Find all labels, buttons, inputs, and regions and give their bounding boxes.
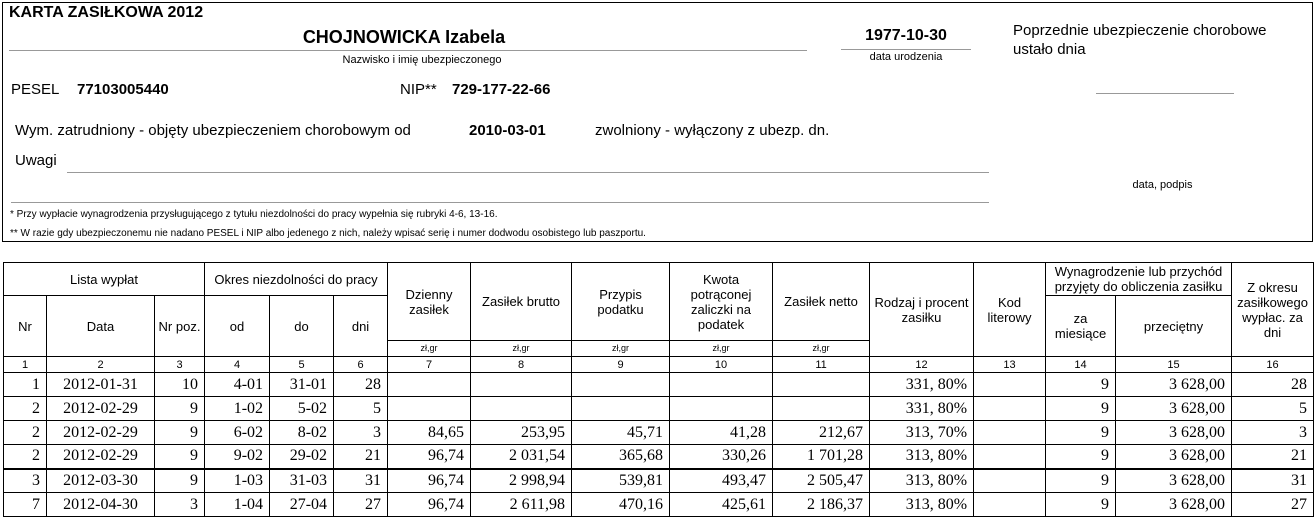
header-nr: Nr <box>4 296 47 357</box>
column-number: 12 <box>870 357 974 373</box>
cell-brutto: 2 031,54 <box>471 445 572 469</box>
employment-label: Wym. zatrudniony - objęty ubezpieczeniem chorobowym od <box>15 122 411 139</box>
cell-przypis: 539,81 <box>572 469 670 493</box>
header-nr-poz: Nr poz. <box>155 296 205 357</box>
header-z-okresu: Z okresu zasiłkowego wypłac. za dni <box>1232 263 1314 357</box>
cell-dni: 28 <box>334 373 388 397</box>
column-number: 1 <box>4 357 47 373</box>
cell-rodzaj: 313, 80% <box>870 445 974 469</box>
remarks-line <box>67 172 989 173</box>
table-row <box>4 445 1314 469</box>
cell-za-miesiace: 9 <box>1046 373 1116 397</box>
cell-rodzaj: 313, 70% <box>870 421 974 445</box>
cell-przecietny: 3 628,00 <box>1116 373 1232 397</box>
header-za-miesiace: za miesiące <box>1046 296 1116 357</box>
cell-przecietny: 3 628,00 <box>1116 469 1232 493</box>
footnote: * Przy wypłacie wynagrodzenia przysługującego z tytułu niezdolności do pracy wypełnia się rubryki 4-6, 13-16. <box>10 209 498 220</box>
cell-data: 2012-04-30 <box>47 493 155 517</box>
birth-date-caption: data urodzenia <box>869 51 943 63</box>
cell-nr-poz: 9 <box>155 445 205 469</box>
cell-za-miesiace: 9 <box>1046 397 1116 421</box>
signature-caption: data, podpis <box>1132 179 1193 191</box>
name-underline <box>9 50 807 51</box>
table-row <box>4 421 1314 445</box>
header-dzienny-zasilek: Dzienny zasiłek <box>388 263 471 341</box>
cell-dzienny: 96,74 <box>388 469 471 493</box>
table-row <box>4 397 1314 421</box>
cell-kod <box>974 445 1046 469</box>
unit-label: zł,gr <box>670 341 773 357</box>
cell-do: 5-02 <box>270 397 334 421</box>
cell-dni: 5 <box>334 397 388 421</box>
remarks-line <box>11 202 989 203</box>
nip-value: 729-177-22-66 <box>452 81 551 98</box>
table-row <box>4 373 1314 397</box>
insured-person-name: CHOJNOWICKA Izabela <box>302 27 506 47</box>
cell-zaliczka <box>670 373 773 397</box>
cell-od: 4-01 <box>205 373 270 397</box>
column-number: 9 <box>572 357 670 373</box>
cell-netto: 2 186,37 <box>773 493 870 517</box>
header-kwota-zaliczki: Kwota potrąconej zaliczki na podatek <box>670 263 773 341</box>
cell-dzienny <box>388 373 471 397</box>
unit-label: zł,gr <box>773 341 870 357</box>
header-przecietny: przeciętny <box>1116 296 1232 357</box>
previous-insurance-label: Poprzednie ubezpieczenie chorobowe ustało dnia <box>1013 22 1267 58</box>
cell-przypis: 45,71 <box>572 421 670 445</box>
cell-z-okresu: 21 <box>1232 445 1314 469</box>
cell-dzienny: 84,65 <box>388 421 471 445</box>
cell-kod <box>974 397 1046 421</box>
cell-z-okresu: 5 <box>1232 397 1314 421</box>
remarks-label: Uwagi <box>15 152 57 169</box>
cell-zaliczka: 41,28 <box>670 421 773 445</box>
cell-przypis: 365,68 <box>572 445 670 469</box>
cell-dzienny: 96,74 <box>388 445 471 469</box>
birth-date-underline <box>841 49 971 50</box>
nip-label: NIP** <box>400 81 437 98</box>
cell-nr: 2 <box>4 445 47 469</box>
column-number: 3 <box>155 357 205 373</box>
column-number: 7 <box>388 357 471 373</box>
cell-dni: 31 <box>334 469 388 493</box>
cell-dzienny: 96,74 <box>388 493 471 517</box>
cell-od: 1-04 <box>205 493 270 517</box>
unit-label: zł,gr <box>388 341 471 357</box>
cell-dni: 3 <box>334 421 388 445</box>
column-number: 6 <box>334 357 388 373</box>
cell-kod <box>974 421 1046 445</box>
cell-za-miesiace: 9 <box>1046 469 1116 493</box>
cell-netto: 212,67 <box>773 421 870 445</box>
employment-start-date: 2010-03-01 <box>469 122 546 139</box>
cell-od: 9-02 <box>205 445 270 469</box>
column-number: 14 <box>1046 357 1116 373</box>
cell-rodzaj: 313, 80% <box>870 493 974 517</box>
column-number: 2 <box>47 357 155 373</box>
cell-od: 1-02 <box>205 397 270 421</box>
cell-dni: 27 <box>334 493 388 517</box>
cell-do: 8-02 <box>270 421 334 445</box>
cell-z-okresu: 3 <box>1232 421 1314 445</box>
cell-zaliczka <box>670 397 773 421</box>
header-zasilek-brutto: Zasiłek brutto <box>471 263 572 341</box>
header-data: Data <box>47 296 155 357</box>
cell-kod <box>974 469 1046 493</box>
cell-nr: 2 <box>4 397 47 421</box>
cell-netto <box>773 373 870 397</box>
cell-za-miesiace: 9 <box>1046 493 1116 517</box>
cell-do: 29-02 <box>270 445 334 469</box>
cell-rodzaj: 331, 80% <box>870 397 974 421</box>
header-lista-wyplat: Lista wypłat <box>4 263 205 296</box>
card-title: KARTA ZASIŁKOWA 2012 <box>9 4 204 21</box>
column-number: 15 <box>1116 357 1232 373</box>
cell-brutto: 253,95 <box>471 421 572 445</box>
cell-z-okresu: 28 <box>1232 373 1314 397</box>
cell-nr-poz: 3 <box>155 493 205 517</box>
header-kod-literowy: Kod literowy <box>974 263 1046 357</box>
cell-netto: 2 505,47 <box>773 469 870 493</box>
cell-brutto <box>471 373 572 397</box>
header-zasilek-netto: Zasiłek netto <box>773 263 870 341</box>
column-number: 13 <box>974 357 1046 373</box>
header-od: od <box>205 296 270 357</box>
cell-z-okresu: 31 <box>1232 469 1314 493</box>
table-row <box>4 493 1314 517</box>
benefit-card-header <box>2 2 1313 242</box>
cell-netto <box>773 397 870 421</box>
pesel-label: PESEL <box>11 81 60 98</box>
cell-nr: 3 <box>4 469 47 493</box>
unit-label: zł,gr <box>471 341 572 357</box>
pesel-value: 77103005440 <box>77 81 169 98</box>
unit-label: zł,gr <box>572 341 670 357</box>
cell-przecietny: 3 628,00 <box>1116 445 1232 469</box>
cell-data: 2012-03-30 <box>47 469 155 493</box>
column-number: 5 <box>270 357 334 373</box>
header-wynagrodzenie: Wynagrodzenie lub przychód przyjęty do obliczenia zasiłku <box>1046 263 1232 296</box>
cell-zaliczka: 330,26 <box>670 445 773 469</box>
cell-od: 1-03 <box>205 469 270 493</box>
cell-do: 31-03 <box>270 469 334 493</box>
cell-data: 2012-02-29 <box>47 421 155 445</box>
cell-dni: 21 <box>334 445 388 469</box>
cell-za-miesiace: 9 <box>1046 445 1116 469</box>
header-przypis-podatku: Przypis podatku <box>572 263 670 341</box>
cell-nr: 2 <box>4 421 47 445</box>
cell-nr: 7 <box>4 493 47 517</box>
previous-insurance-date-line <box>1096 93 1234 94</box>
footnote: ** W razie gdy ubezpieczonemu nie nadano PESEL i NIP albo jedenego z nich, należy wpisać serię i numer dodwodu osobistego lub paszportu. <box>10 228 646 239</box>
cell-od: 6-02 <box>205 421 270 445</box>
cell-przecietny: 3 628,00 <box>1116 397 1232 421</box>
cell-przecietny: 3 628,00 <box>1116 421 1232 445</box>
cell-do: 31-01 <box>270 373 334 397</box>
cell-brutto: 2 611,98 <box>471 493 572 517</box>
cell-przypis <box>572 397 670 421</box>
column-number: 11 <box>773 357 870 373</box>
cell-przypis <box>572 373 670 397</box>
column-number: 8 <box>471 357 572 373</box>
birth-date-value: 1977-10-30 <box>865 27 947 44</box>
cell-brutto <box>471 397 572 421</box>
release-label: zwolniony - wyłączony z ubezp. dn. <box>595 122 830 139</box>
header-okres: Okres niezdolności do pracy <box>205 263 388 296</box>
cell-nr: 1 <box>4 373 47 397</box>
cell-zaliczka: 493,47 <box>670 469 773 493</box>
column-number: 10 <box>670 357 773 373</box>
cell-brutto: 2 998,94 <box>471 469 572 493</box>
cell-do: 27-04 <box>270 493 334 517</box>
cell-nr-poz: 9 <box>155 421 205 445</box>
name-caption: Nazwisko i imię ubezpieczonego <box>342 54 502 66</box>
payments-table <box>3 262 1314 517</box>
column-number: 16 <box>1232 357 1314 373</box>
cell-data: 2012-02-29 <box>47 397 155 421</box>
cell-nr-poz: 10 <box>155 373 205 397</box>
cell-netto: 1 701,28 <box>773 445 870 469</box>
cell-przecietny: 3 628,00 <box>1116 493 1232 517</box>
header-dni: dni <box>334 296 388 357</box>
cell-rodzaj: 313, 80% <box>870 469 974 493</box>
header-do: do <box>270 296 334 357</box>
cell-zaliczka: 425,61 <box>670 493 773 517</box>
cell-za-miesiace: 9 <box>1046 421 1116 445</box>
cell-dzienny <box>388 397 471 421</box>
cell-kod <box>974 373 1046 397</box>
cell-data: 2012-02-29 <box>47 445 155 469</box>
cell-z-okresu: 27 <box>1232 493 1314 517</box>
cell-przypis: 470,16 <box>572 493 670 517</box>
cell-nr-poz: 9 <box>155 397 205 421</box>
header-rodzaj: Rodzaj i procent zasiłku <box>870 263 974 357</box>
table-row <box>4 469 1314 493</box>
cell-nr-poz: 9 <box>155 469 205 493</box>
cell-kod <box>974 493 1046 517</box>
column-number: 4 <box>205 357 270 373</box>
cell-data: 2012-01-31 <box>47 373 155 397</box>
cell-rodzaj: 331, 80% <box>870 373 974 397</box>
